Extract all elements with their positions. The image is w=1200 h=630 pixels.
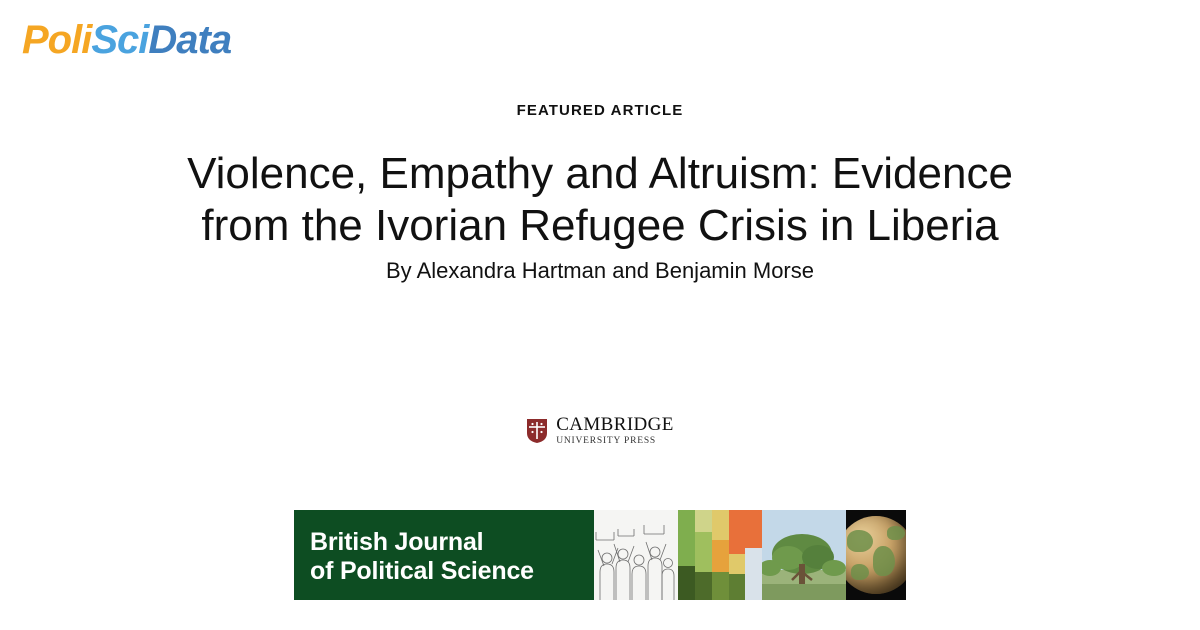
publisher-mark (0, 415, 1200, 447)
bar-column-4 (729, 510, 745, 600)
bar-column-2 (695, 510, 712, 600)
publisher-text (556, 415, 674, 447)
tree-photo-panel (762, 510, 846, 600)
featured-article-label: FEATURED ARTICLE (516, 102, 684, 119)
title-line-2: from the Ivorian Refugee Crisis in Liberia (201, 200, 999, 250)
crowd-illustration-panel (594, 510, 678, 600)
title-line-1: Violence, Empathy and Altruism: Evidence (187, 149, 1013, 198)
cambridge-crest-icon (526, 418, 548, 444)
logo-part-sci: Sci (91, 18, 149, 62)
bar-column-5 (745, 510, 762, 600)
color-bars-panel (678, 510, 762, 600)
publisher-subtitle: UNIVERSITY PRESS (556, 436, 656, 446)
bar-column-1 (678, 510, 695, 600)
page-title (60, 148, 1140, 252)
logo-part-poli: Poli (22, 18, 92, 62)
article-byline: By Alexandra Hartman and Benjamin Morse (386, 258, 814, 283)
journal-title-line-2: of Political Science (310, 556, 534, 585)
journal-title-line-1: British Journal (310, 528, 484, 556)
publisher-name: CAMBRIDGE (556, 414, 674, 435)
logo-part-data: Data (148, 18, 232, 62)
site-logo[interactable] (22, 20, 231, 60)
journal-banner (294, 510, 906, 600)
journal-title-block (294, 510, 594, 600)
globe-photo-panel (846, 510, 906, 600)
globe-image (846, 516, 906, 594)
bar-column-3 (712, 510, 729, 600)
